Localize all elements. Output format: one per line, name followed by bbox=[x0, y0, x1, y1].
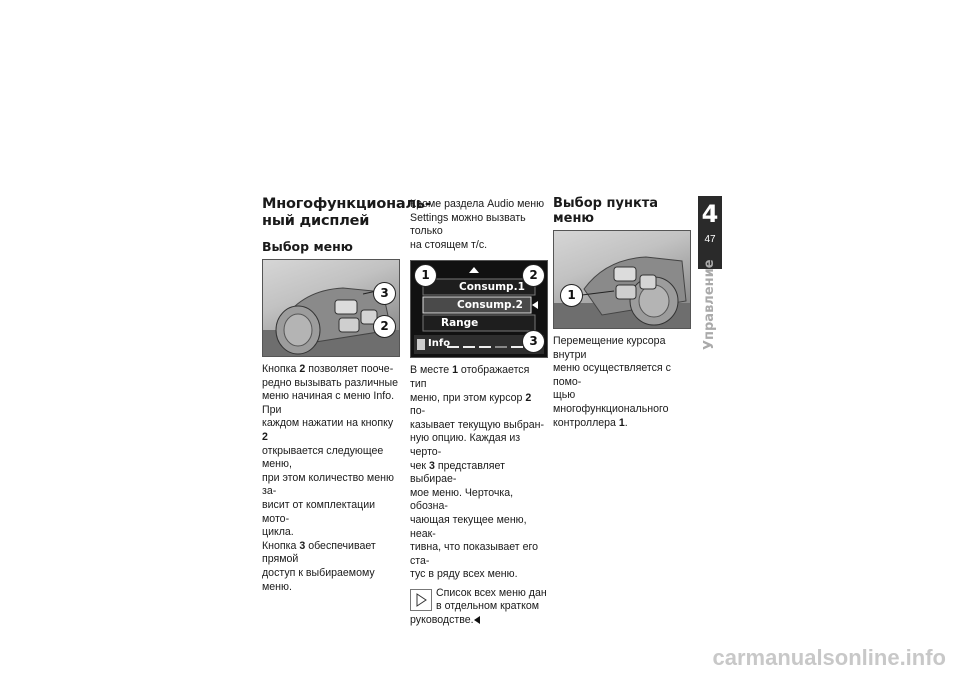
intro-paragraph: Кроме раздела Audio меню Settings можно вызвать только на стоящем т/с. bbox=[410, 198, 545, 251]
menu-item-consump2: Consump.2 bbox=[457, 299, 523, 312]
note-text: Список всех меню дан в отдельном кратком bbox=[436, 586, 547, 613]
callout-3: 3 bbox=[373, 282, 396, 305]
middle-column bbox=[410, 198, 548, 627]
callout-2: 2 bbox=[373, 315, 396, 338]
handlebar-photo-left bbox=[262, 259, 400, 357]
handlebar-photo-right bbox=[553, 230, 691, 329]
page-number: 47 bbox=[704, 234, 716, 245]
chapter-number: 4 bbox=[701, 200, 719, 228]
note-block bbox=[410, 587, 548, 627]
paragraph-button2: Кнопка 2 позволяет пооче- редно вызывать различные меню начиная с меню Info. При каждом нажатии на кнопку 2 открывается следующее меню, при этом количество меню за- висит от комплектации мото- цикла. bbox=[262, 363, 398, 539]
display-callout-3: 3 bbox=[522, 330, 545, 353]
callout-1: 1 bbox=[560, 284, 583, 307]
watermark: carmanualsonline.info bbox=[712, 645, 946, 670]
right-column bbox=[553, 196, 693, 430]
menu-item-consump1: Consump.1 bbox=[459, 281, 525, 294]
menu-item-range: Range bbox=[441, 317, 479, 330]
end-marker-icon bbox=[474, 616, 480, 624]
controller-paragraph: Перемещение курсора внутри меню осуществляется с помо- щью многофункционального контроллера 1. bbox=[553, 335, 671, 429]
display-callout-2: 2 bbox=[522, 264, 545, 287]
vertical-section-title: Управление bbox=[702, 259, 717, 350]
controller-illustration bbox=[554, 231, 690, 328]
explanation-paragraph: В месте 1 отображается тип меню, при этом курсор 2 по- казывает текущую выбран- ную опцию. Каждая из черто- чек 3 представляет выбирае- мое меню. Черточка, обозна- чающая текущее меню, неак- тивна, что показывает его ста- тус в ряду всех меню. bbox=[410, 364, 545, 581]
paragraph-button3: Кнопка 3 обеспечивает прямой доступ к выбираемому меню. bbox=[262, 539, 376, 593]
menu-item-info: Info bbox=[428, 338, 451, 350]
subheading-menu-select: Выбор меню bbox=[262, 239, 353, 254]
left-column bbox=[262, 196, 431, 594]
section-heading: Многофункциональ- ный дисплей bbox=[262, 196, 431, 229]
display-figure bbox=[410, 260, 548, 358]
display-callout-1: 1 bbox=[414, 264, 437, 287]
note-play-icon bbox=[410, 589, 432, 611]
section-heading-item-select: Выбор пункта меню bbox=[553, 196, 659, 226]
handlebar-illustration bbox=[263, 260, 399, 356]
note-text-end: руководстве. bbox=[410, 614, 480, 628]
